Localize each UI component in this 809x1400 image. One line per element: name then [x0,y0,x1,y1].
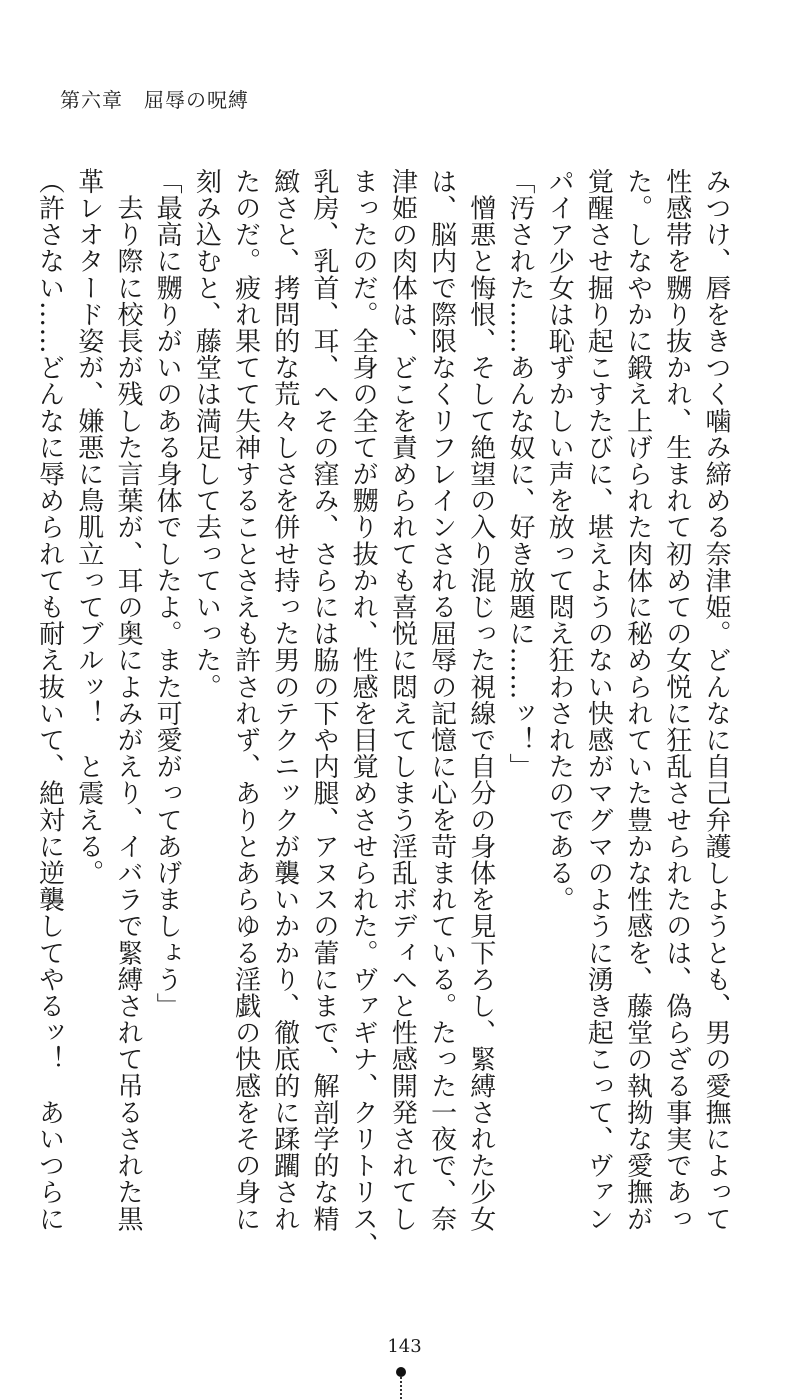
text-line: 津姫の肉体は、どこを責められても喜悦に悶えてしまう淫乱ボディへと性感開発されてし [387,168,418,1232]
text-line: は、脳内で際限なくリフレインされる屈辱の記憶に心を苛まれている。たった一夜で、奈 [426,168,457,1232]
text-line: 革レオタード姿が、嫌悪に鳥肌立ってブルッ！ と震える。 [73,168,104,887]
text-line: 「最高に嬲りがいのある身体でしたよ。また可愛がってあげましょう」 [152,168,183,1020]
text-line: 乳房、乳首、耳、へその窪み、さらには脇の下や内腿、アヌスの蕾にまで、解剖学的な精 [308,168,339,1232]
page-marker-dot [396,1367,406,1377]
vertical-body-text [34,168,735,1259]
text-line: 刻み込むと、藤堂は満足して去っていった。 [191,168,222,700]
page-marker-line [400,1377,402,1400]
text-line: 緻さと、拷問的な荒々しさを併せ持った男のテクニックが襲いかかり、徹底的に蹂躙され [269,168,300,1232]
text-line: 「汚された……あんな奴に、好き放題に……ッ！」 [504,168,535,780]
text-line: たのだ。疲れ果てて失神することさえも許されず、ありとあらゆる淫戯の快感をその身に [230,168,261,1232]
text-line: まったのだ。全身の全てが嬲り抜かれ、性感を目覚めさせられた。ヴァギナ、クリトリス、 [348,168,379,1259]
page-number: 143 [387,1336,422,1357]
text-line: 去り際に校長が残した言葉が、耳の奥によみがえり、イバラで緊縛されて吊るされた黒 [112,168,143,1232]
chapter-running-head: 第六章 屈辱の呪縛 [60,88,249,112]
text-line: みつけ、唇をきつく噛み締める奈津姫。どんなに自己弁護しようとも、男の愛撫によって [701,168,731,1232]
text-line: パイア少女は恥ずかしい声を放って悶え狂わされたのである。 [544,168,575,913]
text-line: 憎悪と悔恨、そして絶望の入り混じった視線で自分の身体を見下ろし、緊縛された少女 [465,168,496,1232]
text-line: 性感帯を嬲り抜かれ、生まれて初めての女悦に狂乱させられたのは、偽らざる事実であっ [661,168,692,1232]
text-line: 覚醒させ掘り起こすたびに、堪えようのない快感がマグマのように湧き起こって、ヴァン [583,168,614,1232]
text-line: （許さない……どんなに辱められても耐え抜いて、絶対に逆襲してやるッ！ あいつらに [34,168,65,1232]
text-line: た。しなやかに鍛え上げられた肉体に秘められていた豊かな性感を、藤堂の執拗な愛撫が [622,168,653,1232]
